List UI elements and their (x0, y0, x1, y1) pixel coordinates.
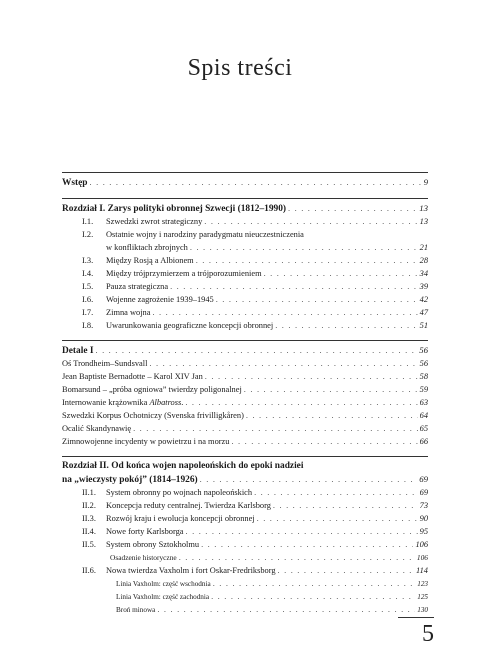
toc-entry[interactable]: Bomarsund – „próba ogniowa” twierdzy poligonalnej . . . 59 (62, 383, 428, 396)
leader-dots (186, 525, 418, 538)
toc-subentry[interactable]: Linia Vaxholm: część zachodnia . . . 125 (62, 590, 428, 603)
leader-dots (185, 396, 417, 409)
leader-dots (213, 577, 416, 590)
toc-entry[interactable]: Zimnowojenne incydenty w powietrzu i na morzu . . . 66 (62, 435, 428, 448)
toc-entry[interactable]: Oś Trondheim–Sundsvall . . . 56 (62, 357, 428, 370)
toc-entry[interactable]: I.5. Pauza strategiczna . . . 39 (62, 280, 428, 293)
toc-entry[interactable]: I.2. Ostatnie wojny i narodziny paradygmatu nieuczestniczenia w konfliktach zbrojnych . . . 21 (62, 228, 428, 254)
toc-entry[interactable]: II.4. Nowe forty Karlsborga . . . 95 (62, 525, 428, 538)
toc-entry[interactable]: I.1. Szwedzki zwrot strategiczny . . . 13 (62, 215, 428, 228)
leader-dots (273, 499, 418, 512)
toc-label: Wstęp (62, 178, 88, 188)
toc-entry[interactable]: II.2. Koncepcja reduty centralnej. Twierdza Karlsborg . . . 73 (62, 499, 428, 512)
toc-entry[interactable]: I.7. Zimna wojna . . . 47 (62, 306, 428, 319)
toc-label: Detale I (62, 346, 94, 356)
leader-dots (152, 306, 417, 319)
leader-dots (204, 215, 417, 228)
toc-entry[interactable]: Jean Baptiste Bernadotte – Karol XIV Jan . . . 58 (62, 370, 428, 383)
leader-dots (216, 293, 418, 306)
leader-dots (244, 383, 418, 396)
toc-entry-chapter-1[interactable] (62, 202, 428, 215)
footer-rule (398, 617, 434, 618)
leader-dots (264, 267, 418, 280)
leader-dots (149, 357, 417, 370)
page-title: Spis treści (187, 55, 293, 81)
toc-subentry[interactable]: Linia Vaxholm: część wschodnia . . . 123 (62, 577, 428, 590)
page-number: 5 (422, 621, 434, 647)
table-of-contents (62, 172, 428, 616)
toc-entry[interactable]: Internowanie krążownika Albatross. . . . 63 (62, 396, 428, 409)
leader-dots (179, 551, 415, 564)
leader-dots (257, 512, 418, 525)
leader-dots (275, 319, 417, 332)
leader-dots (170, 280, 418, 293)
toc-subentry[interactable]: Osadzenie historyczne . . . 106 (62, 551, 428, 564)
leader-dots (201, 538, 413, 551)
toc-label: Rozdział I. Zarys polityki obronnej Szwecji (1812–1990) (62, 204, 287, 214)
leader-dots (231, 435, 417, 448)
leader-dots (196, 254, 418, 267)
toc-entry[interactable]: II.5. System obrony Sztokholmu . . . 106 (62, 538, 428, 551)
toc-page: 13 (419, 203, 428, 213)
toc-entry[interactable]: II.6. Nowa twierdza Vaxholm i fort Oskar-Fredriksborg . . . 114 (62, 564, 428, 577)
leader-dots (133, 422, 418, 435)
leader-dots (211, 590, 415, 603)
leader-dots (246, 409, 418, 422)
toc-entry-details-1[interactable]: Detale I . . . 56 (62, 344, 428, 357)
leader-dots (96, 344, 418, 357)
toc-entry[interactable]: II.1. System obronny po wojnach napoleońskich . . . 69 (62, 486, 428, 499)
leader-dots (288, 202, 417, 215)
leader-dots (205, 370, 418, 383)
toc-entry[interactable]: II.3. Rozwój kraju i ewolucja koncepcji obronnej . . . 90 (62, 512, 428, 525)
toc-entry[interactable]: I.8. Uwarunkowania geograficzne koncepcji obronnej . . . 51 (62, 319, 428, 332)
toc-entry[interactable]: Szwedzki Korpus Ochotniczy (Svenska frivilligkåren) . . . 64 (62, 409, 428, 422)
toc-entry[interactable]: I.6. Wojenne zagrożenie 1939–1945 . . . 42 (62, 293, 428, 306)
toc-entry[interactable]: I.4. Między trójprzymierzem a trójporozumieniem . . . 34 (62, 267, 428, 280)
toc-entry-intro[interactable] (62, 176, 428, 189)
toc-entry[interactable]: I.3. Między Rosją a Albionem . . . 28 (62, 254, 428, 267)
leader-dots (157, 603, 415, 616)
leader-dots (90, 176, 422, 189)
leader-dots (278, 564, 415, 577)
leader-dots (254, 486, 418, 499)
leader-dots (190, 241, 418, 254)
toc-entry[interactable]: Ocalić Skandynawię . . . 65 (62, 422, 428, 435)
toc-entry-chapter-2[interactable]: Rozdział II. Od końca wojen napoleońskich do epoki nadziei na „wieczysty pokój” (1814–1926) . . . 69 (62, 460, 428, 486)
leader-dots (200, 473, 418, 486)
toc-page: 9 (423, 177, 428, 187)
toc-subentry[interactable]: Broń minowa . . . 130 (62, 603, 428, 616)
